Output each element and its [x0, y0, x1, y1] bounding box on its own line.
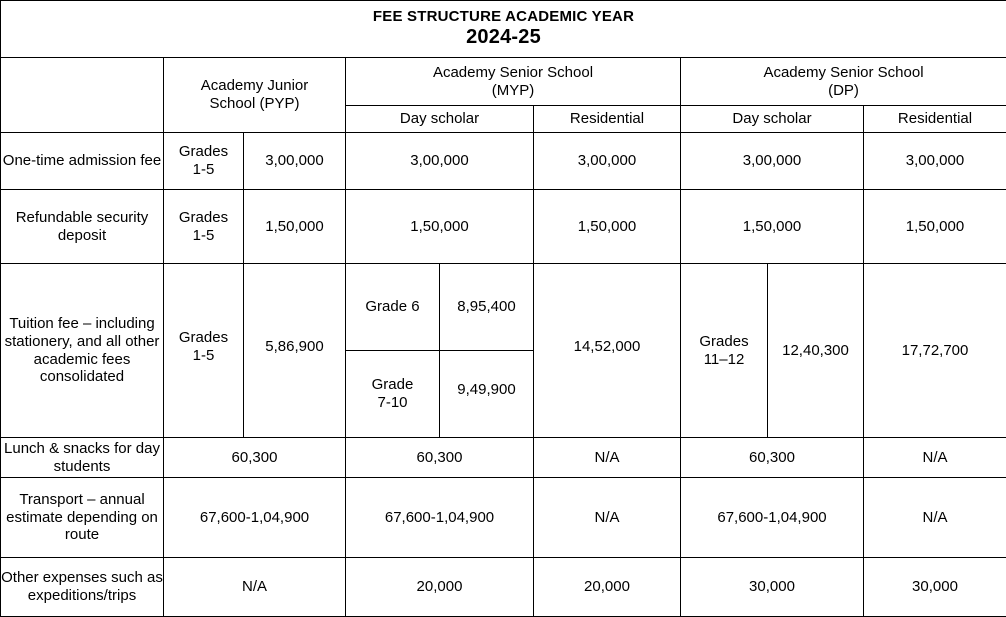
- myp-residential-tuition-text: 14,52,000: [573, 337, 641, 355]
- cell-myp-day-transport: 67,600-1,04,900: [346, 478, 534, 558]
- title-line-1: FEE STRUCTURE ACADEMIC YEAR: [372, 8, 635, 26]
- cell-myp-residential-tuition: [534, 264, 681, 438]
- table-row: [1, 558, 1006, 617]
- table-row: [1, 438, 1006, 478]
- cell-dp-residential-lunch: N/A: [864, 438, 1006, 478]
- cell-myp-residential-transport: N/A: [534, 478, 681, 558]
- header-group-dp-line2: (DP): [828, 81, 859, 99]
- myp-grade-line1: Grade: [371, 376, 414, 394]
- cell-dp-day-lunch: 60,300: [681, 438, 864, 478]
- cell-dp-residential-tuition: 17,72,700: [864, 264, 1006, 438]
- cell-myp-residential-other: 20,000: [534, 558, 681, 617]
- pyp-grade-line2: 1-5: [192, 226, 215, 244]
- row-label-transport: Transport – annual estimate depending on route: [1, 478, 164, 558]
- cell-pyp-grade-tuition: [164, 264, 244, 438]
- cell-pyp-value-other: N/A: [164, 558, 346, 617]
- cell-pyp-value-lunch: 60,300: [164, 438, 346, 478]
- header-group-row: [1, 58, 1006, 106]
- cell-dp-day-tuition: 12,40,300: [768, 264, 864, 438]
- cell-myp-day-other: 20,000: [346, 558, 534, 617]
- cell-dp-grade-tuition: [681, 264, 768, 438]
- header-group-dp-line1: Academy Senior School: [763, 63, 924, 81]
- header-corner-blank: [1, 58, 164, 133]
- cell-dp-residential-other: 30,000: [864, 558, 1006, 617]
- cell-myp-residential-admission: 3,00,000: [534, 133, 681, 190]
- myp-value-7-10-text: 9,49,900: [457, 381, 516, 399]
- dp-grade-line1: Grades: [699, 332, 749, 350]
- cell-myp-day-admission: 3,00,000: [346, 133, 534, 190]
- pyp-grade-line1: Grades: [178, 328, 229, 346]
- cell-myp-residential-deposit: 1,50,000: [534, 190, 681, 264]
- header-group-pyp: [164, 58, 346, 133]
- cell-pyp-value-transport: 67,600-1,04,900: [164, 478, 346, 558]
- myp-tuition-inner-row: [346, 264, 533, 351]
- row-label-admission-fee: One-time admission fee: [1, 133, 164, 190]
- header-sub-myp-residential: Residential: [534, 106, 681, 133]
- table-row: [1, 478, 1006, 558]
- table-row: [1, 190, 1006, 264]
- cell-myp-day-deposit: 1,50,000: [346, 190, 534, 264]
- header-sub-dp-day: Day scholar: [681, 106, 864, 133]
- row-label-security-deposit: Refundable security deposit: [1, 190, 164, 264]
- myp-tuition-value-grade-7-10: [440, 351, 534, 438]
- cell-dp-day-other: 30,000: [681, 558, 864, 617]
- cell-dp-residential-admission: 3,00,000: [864, 133, 1006, 190]
- cell-dp-residential-transport: N/A: [864, 478, 1006, 558]
- cell-myp-residential-lunch: N/A: [534, 438, 681, 478]
- myp-grade-line2: 7-10: [377, 394, 408, 411]
- title-row: [1, 1, 1006, 58]
- cell-dp-day-transport: 67,600-1,04,900: [681, 478, 864, 558]
- myp-tuition-grade-7-10: [346, 351, 440, 438]
- row-label-lunch-snacks: Lunch & snacks for day students: [1, 438, 164, 478]
- page-title: [1, 1, 1006, 58]
- header-group-pyp-line2: School (PYP): [209, 95, 300, 112]
- pyp-grade-line2: 1-5: [192, 346, 215, 364]
- title-line-2: 2024-25: [466, 26, 541, 49]
- cell-pyp-grade-deposit: [164, 190, 244, 264]
- myp-tuition-value-grade-6: 8,95,400: [440, 264, 534, 351]
- cell-myp-day-tuition-grid: [346, 264, 534, 438]
- row-label-other-expenses: Other expenses such as expeditions/trips: [1, 558, 164, 617]
- table-row: [1, 264, 1006, 438]
- cell-pyp-grade-admission: [164, 133, 244, 190]
- row-label-tuition-fee: Tuition fee – including stationery, and all other academic fees consolidated: [1, 264, 164, 438]
- pyp-grade-line2: 1-5: [192, 161, 215, 178]
- cell-dp-day-admission: 3,00,000: [681, 133, 864, 190]
- header-group-pyp-line1: Academy Junior: [200, 77, 309, 95]
- table-row: [1, 133, 1006, 190]
- cell-pyp-value-deposit: 1,50,000: [244, 190, 346, 264]
- cell-pyp-value-admission: 3,00,000: [244, 133, 346, 190]
- myp-tuition-grade-6: Grade 6: [346, 264, 440, 351]
- header-group-myp: [346, 58, 681, 106]
- header-group-myp-line1: Academy Senior School: [432, 63, 594, 81]
- header-sub-dp-residential: Residential: [864, 106, 1006, 133]
- dp-grade-line2: 11–12: [703, 350, 745, 368]
- header-sub-myp-day: Day scholar: [346, 106, 534, 133]
- myp-tuition-inner-table: [346, 264, 533, 437]
- cell-dp-day-deposit: 1,50,000: [681, 190, 864, 264]
- header-group-dp: [681, 58, 1006, 106]
- cell-dp-residential-deposit: 1,50,000: [864, 190, 1006, 264]
- cell-pyp-value-tuition: [244, 264, 346, 438]
- pyp-value-tuition-text: 5,86,900: [265, 337, 324, 355]
- cell-myp-day-lunch: 60,300: [346, 438, 534, 478]
- pyp-grade-line1: Grades: [178, 143, 229, 161]
- header-group-myp-line2: (MYP): [491, 81, 535, 99]
- myp-tuition-inner-row: [346, 351, 533, 438]
- pyp-grade-line1: Grades: [178, 208, 229, 226]
